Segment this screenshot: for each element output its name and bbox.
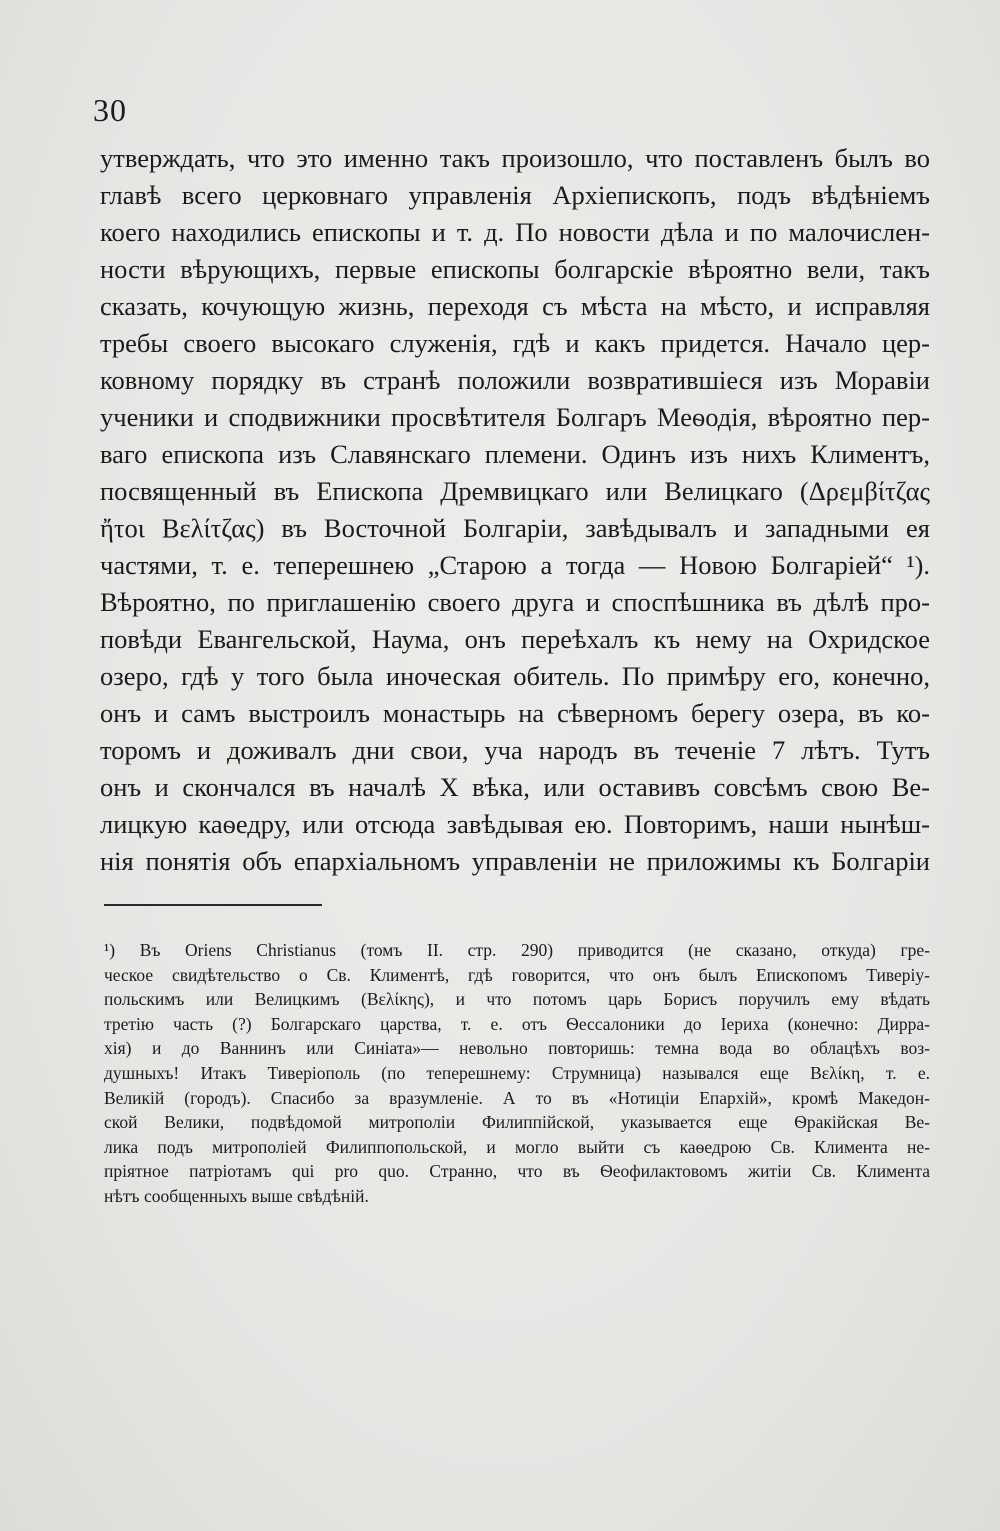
text-line: посвященный въ Епископа Дремвицкаго или Велицкаго (Δρεμβίτζας xyxy=(100,476,930,506)
text-line: сказать, кочующую жизнь, переходя съ мѣста на мѣсто, и исправляя xyxy=(100,291,930,321)
footnote-divider xyxy=(104,904,322,906)
footnote-line: лика подъ митрополіей Филиппопольской, и могло выйти съ каѳедрою Св. Климента не- xyxy=(104,1136,930,1157)
footnote-line: пріятное патріотамъ qui pro quo. Странно, что въ Ѳеофилактовомъ житіи Св. Климента xyxy=(104,1161,930,1182)
text-line: частями, т. е. теперешнею „Старою а тогда — Новою Болгаріей“ ¹). xyxy=(100,550,930,580)
text-line: ваго епископа изъ Славянскаго племени. Одинъ изъ нихъ Климентъ, xyxy=(100,439,930,469)
main-text-body xyxy=(100,140,930,880)
footnote-line: Великій (городъ). Спасибо за вразумленіе. А то въ «Нотиціи Епархій», кромѣ Македон- xyxy=(104,1087,930,1108)
page-number: 30 xyxy=(93,92,127,128)
footnote-line: польскимъ или Велицкимъ (Βελίκης), и что потомъ царь Борисъ поручилъ ему вѣдать xyxy=(104,989,930,1010)
text-line: требы своего высокаго служенія, гдѣ и какъ придется. Начало цер- xyxy=(100,328,930,358)
footnote-line: душныхъ! Итакъ Тиверіополь (по теперешнему: Струмница) назывался еще Βελίκη, т. е. xyxy=(104,1062,930,1083)
text-line: коего находились епископы и т. д. По новости дѣла и по малочислен- xyxy=(100,217,930,247)
text-line: главѣ всего церковнаго управленія Архіепископъ, подъ вѣдѣніемъ xyxy=(100,180,930,210)
footnote-line: хія) и до Ваннинъ или Синіата»— невольно повторишь: темна вода во облацѣхъ воз- xyxy=(104,1038,930,1059)
footnote-line: ской Велики, подвѣдомой митрополіи Филиппійской, указывается еще Ѳракійская Ве- xyxy=(104,1112,930,1133)
text-line: нія понятія объ епархіальномъ управленіи не приложимы къ Болгаріи xyxy=(100,846,930,876)
footnote-line: ¹) Въ Oriens Christianus (томъ II. стр. 290) приводится (не сказано, откуда) гре- xyxy=(104,940,930,960)
text-line: ученики и сподвижники просвѣтителя Болгаръ Меѳодія, вѣроятно пер- xyxy=(100,402,930,432)
text-line: озеро, гдѣ у того была иноческая обитель. По примѣру его, конечно, xyxy=(100,661,930,691)
footnote xyxy=(104,938,930,1209)
text-line: ἤτοι Βελίτζας) въ Восточной Болгаріи, завѣдывалъ и западными ея xyxy=(100,513,930,543)
footnote-line: нѣтъ сообщенныхъ выше свѣдѣній. xyxy=(104,1185,369,1206)
text-line: повѣди Евангельской, Наума, онъ переѣхалъ къ нему на Охридское xyxy=(100,624,930,654)
text-line: утверждать, что это именно такъ произошло, что поставленъ былъ во xyxy=(100,143,930,173)
text-line: Вѣроятно, по приглашенію своего друга и споспѣшника въ дѣлѣ про- xyxy=(100,587,930,617)
text-line: ности вѣрующихъ, первые епископы болгарскіе вѣроятно вели, такъ xyxy=(100,254,930,284)
text-line: ковному порядку въ странѣ положили возвратившіеся изъ Моравіи xyxy=(100,365,930,395)
footnote-line: ческое свидѣтельство о Св. Климентѣ, гдѣ говорится, что онъ былъ Епископомъ Тиверіу- xyxy=(104,964,930,985)
text-line: торомъ и доживалъ дни свои, уча народъ въ теченіе 7 лѣтъ. Тутъ xyxy=(100,735,930,765)
text-line: онъ и скончался въ началѣ X вѣка, или оставивъ совсѣмъ свою Ве- xyxy=(100,772,930,802)
footnote-line: третію часть (?) Болгарскаго царства, т. е. отъ Ѳессалоники до Іериха (конечно: Дирра- xyxy=(104,1013,930,1034)
text-line: лицкую каѳедру, или отсюда завѣдывая ею. Повторимъ, наши нынѣш- xyxy=(100,809,930,839)
text-line: онъ и самъ выстроилъ монастырь на сѣверномъ берегу озера, въ ко- xyxy=(100,698,930,728)
